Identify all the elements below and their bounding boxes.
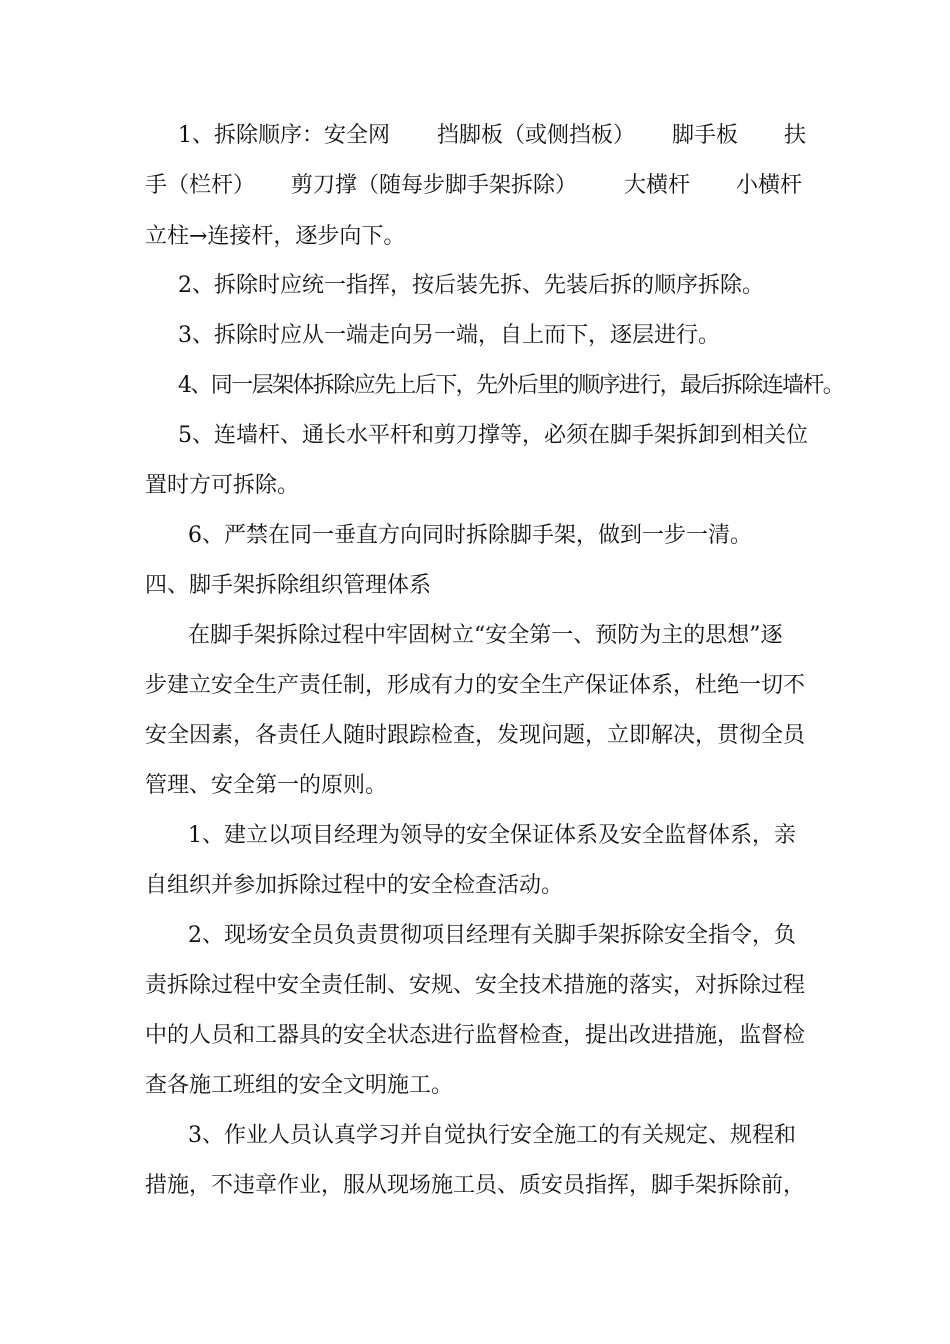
order-part-scissor-brace: 剪刀撑（随每步脚手架拆除）	[291, 173, 578, 198]
order-part-large-crossbar: 大横杆	[624, 173, 691, 198]
org-item-2-line-4: 查各施工班组的安全文明施工。	[145, 1073, 454, 1098]
intro-line-4: 管理、安全第一的原则。	[145, 773, 388, 798]
order-line-3: 立柱→连接杆，逐步向下。	[145, 224, 406, 249]
org-item-3-line-1: 3、作业人员认真学习并自觉执行安全施工的有关规定、规程和	[188, 1123, 796, 1148]
section-4-heading: 四、脚手架拆除组织管理体系	[145, 573, 432, 598]
org-item-3-line-2: 措施，不违章作业，服从现场施工员、质安员指挥，脚手架拆除前，	[145, 1173, 806, 1198]
item-3: 3、拆除时应从一端走向另一端，自上而下，逐层进行。	[178, 323, 720, 348]
item-5-line-1: 5、连墙杆、通长水平杆和剪刀撑等，必须在脚手架拆卸到相关位	[178, 423, 808, 448]
order-part-small-crossbar: 小横杆	[736, 173, 803, 198]
org-item-2-line-2: 责拆除过程中安全责任制、安规、安全技术措施的落实，对拆除过程	[145, 973, 806, 998]
org-item-2-line-1: 2、现场安全员负责贯彻项目经理有关脚手架拆除安全指令，负	[188, 923, 796, 948]
item-6: 6、严禁在同一垂直方向同时拆除脚手架，做到一步一清。	[188, 523, 752, 548]
org-item-1-line-1: 1、建立以项目经理为领导的安全保证体系及安全监督体系，亲	[188, 823, 796, 848]
org-item-1-line-2: 自组织并参加拆除过程中的安全检查活动。	[145, 873, 564, 898]
order-lead: 1、拆除顺序：安全网	[178, 123, 390, 148]
intro-line-3: 安全因素，各责任人随时跟踪检查，发现问题，立即解决，贯彻全员	[145, 723, 806, 748]
order-part-scaffold-board: 脚手板	[672, 123, 739, 148]
order-part-handrail: 手（栏杆）	[145, 173, 256, 198]
item-2: 2、拆除时应统一指挥，按后装先拆、先装后拆的顺序拆除。	[178, 273, 764, 298]
intro-line-2: 步建立安全生产责任制，形成有力的安全生产保证体系，杜绝一切不	[145, 673, 806, 698]
order-part-toe-board: 挡脚板（或侧挡板）	[437, 123, 636, 148]
item-5-line-2: 置时方可拆除。	[145, 473, 300, 498]
org-item-2-line-3: 中的人员和工器具的安全状态进行监督检查，提出改进措施，监督检	[145, 1023, 806, 1048]
intro-line-1: 在脚手架拆除过程中牢固树立“安全第一、预防为主的思想”逐	[188, 623, 783, 648]
order-part-handrail-start: 扶	[784, 123, 807, 148]
item-4: 4、同一层架体拆除应先上后下，先外后里的顺序进行，最后拆除连墙杆。	[178, 373, 844, 398]
